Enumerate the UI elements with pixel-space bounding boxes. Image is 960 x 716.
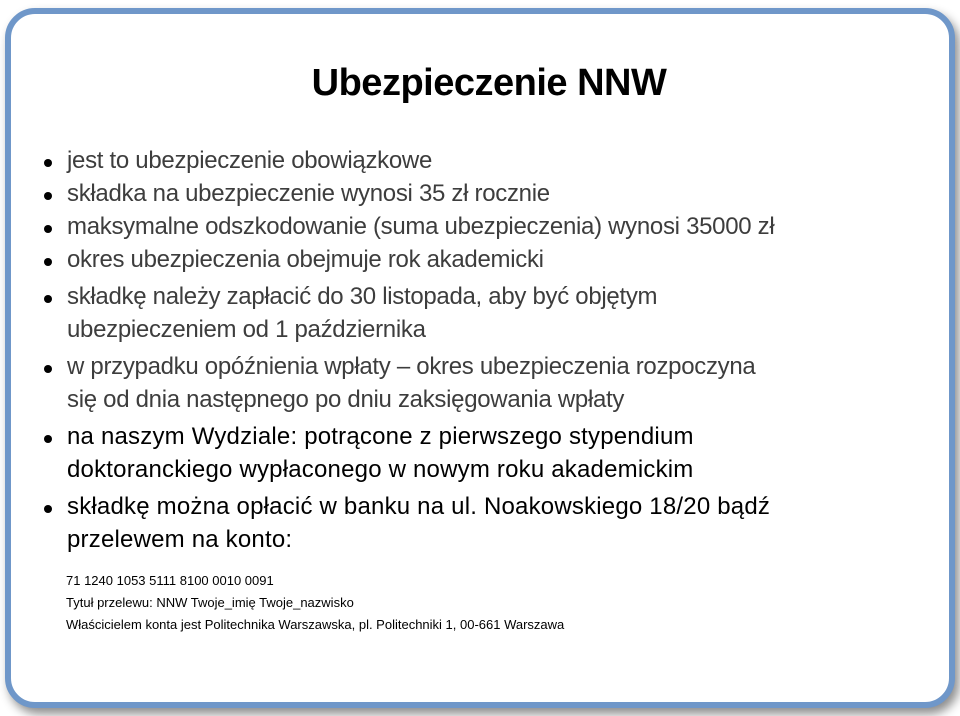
bullet-text-line: w przypadku opóźnienia wpłaty – okres ubezpieczenia rozpoczyna bbox=[67, 353, 756, 380]
bullet-list bbox=[40, 144, 940, 556]
bank-details bbox=[66, 570, 564, 636]
bullet-text: maksymalne odszkodowanie (suma ubezpieczenia) wynosi 35000 zł bbox=[67, 213, 775, 240]
bullet-text: jest to ubezpieczenie obowiązkowe bbox=[67, 147, 432, 174]
bullet-dot-icon bbox=[44, 505, 52, 513]
bullet-item bbox=[40, 243, 940, 276]
bullet-dot-icon bbox=[44, 435, 52, 443]
bullet-dot-icon bbox=[44, 225, 52, 233]
bank-account-number: 71 1240 1053 5111 8100 0010 0091 bbox=[66, 573, 274, 588]
bullet-item bbox=[40, 144, 940, 177]
bullet-text-line: składkę można opłacić w banku na ul. Noakowskiego 18/20 bądź bbox=[67, 493, 771, 520]
bullet-text-line: składkę należy zapłacić do 30 listopada, aby być objętym bbox=[67, 283, 658, 310]
bullet-dot-icon bbox=[44, 192, 52, 200]
bullet-dot-icon bbox=[44, 159, 52, 167]
bullet-item bbox=[40, 420, 940, 486]
bullet-text-line: na naszym Wydziale: potrącone z pierwszego stypendium bbox=[67, 423, 694, 450]
bullet-item bbox=[40, 177, 940, 210]
bullet-text: okres ubezpieczenia obejmuje rok akademicki bbox=[67, 246, 544, 273]
bullet-text-line: ubezpieczeniem od 1 października bbox=[67, 316, 426, 343]
bullet-text-line: przelewem na konto: bbox=[67, 526, 293, 553]
bullet-dot-icon bbox=[44, 365, 52, 373]
bullet-text-line: doktoranckiego wypłaconego w nowym roku akademickim bbox=[67, 456, 694, 483]
bullet-text: składka na ubezpieczenie wynosi 35 zł rocznie bbox=[67, 180, 550, 207]
account-owner: Właścicielem konta jest Politechnika Warszawska, pl. Politechniki 1, 00-661 Warszawa bbox=[66, 617, 565, 632]
bullet-item bbox=[40, 210, 940, 243]
bullet-item bbox=[40, 350, 940, 416]
slide-title: Ubezpieczenie NNW bbox=[311, 62, 667, 104]
transfer-title: Tytuł przelewu: NNW Twoje_imię Twoje_nazwisko bbox=[66, 595, 354, 610]
bullet-dot-icon bbox=[44, 258, 52, 266]
bullet-item bbox=[40, 490, 940, 556]
bullet-dot-icon bbox=[44, 295, 52, 303]
bullet-text-line: się od dnia następnego po dniu zaksięgowania wpłaty bbox=[67, 386, 625, 413]
bullet-item bbox=[40, 280, 940, 346]
